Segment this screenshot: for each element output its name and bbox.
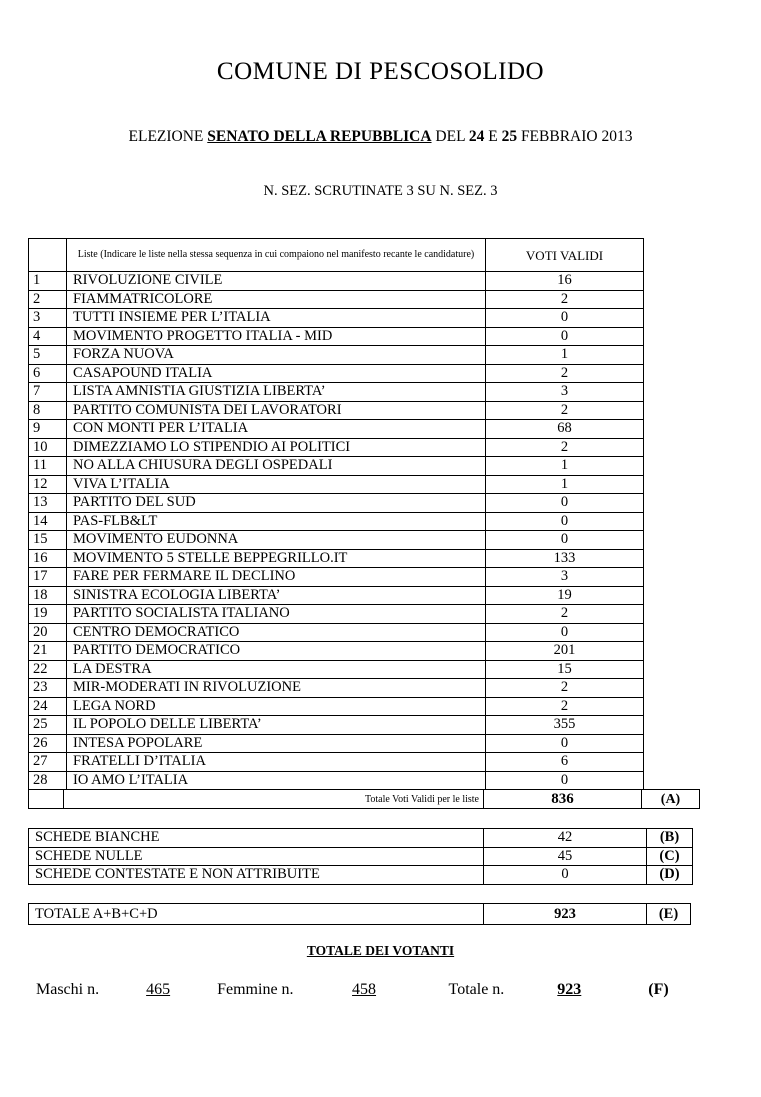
ballot-value: 0 (484, 866, 647, 885)
row-number: 17 (29, 568, 67, 587)
total-blank-cell (29, 790, 64, 809)
row-number: 13 (29, 494, 67, 513)
ballot-label: SCHEDE NULLE (29, 847, 484, 866)
ballot-value: 45 (484, 847, 647, 866)
ballot-label: SCHEDE BIANCHE (29, 829, 484, 848)
ballot-code: (B) (647, 829, 693, 848)
election-name: SENATO DELLA REPUBBLICA (207, 128, 432, 145)
table-row (29, 512, 644, 531)
table-row (29, 679, 644, 698)
row-number: 19 (29, 605, 67, 624)
row-number: 22 (29, 660, 67, 679)
date-e: E (484, 128, 502, 145)
row-number: 26 (29, 734, 67, 753)
list-name: DIMEZZIAMO LO STIPENDIO AI POLITICI (67, 438, 486, 457)
row-number: 20 (29, 623, 67, 642)
list-votes: 133 (486, 549, 644, 568)
ballots-table (28, 828, 693, 885)
table-row (29, 716, 644, 735)
total-voters-label: Totale n. (448, 981, 505, 998)
table-row (29, 383, 644, 402)
list-votes: 0 (486, 327, 644, 346)
list-votes: 2 (486, 401, 644, 420)
list-votes: 16 (486, 272, 644, 291)
row-number: 21 (29, 642, 67, 661)
table-row (29, 605, 644, 624)
ballot-code: (C) (647, 847, 693, 866)
male-label: Maschi n. (36, 981, 100, 998)
row-number: 3 (29, 309, 67, 328)
table-row (29, 586, 644, 605)
table-row (29, 531, 644, 550)
list-votes: 0 (486, 531, 644, 550)
list-votes: 1 (486, 346, 644, 365)
row-number: 2 (29, 290, 67, 309)
list-votes: 0 (486, 512, 644, 531)
list-name: RIVOLUZIONE CIVILE (67, 272, 486, 291)
table-row (29, 549, 644, 568)
list-name: FRATELLI D’ITALIA (67, 753, 486, 772)
list-votes: 0 (486, 494, 644, 513)
ballot-row (29, 866, 693, 885)
list-name: CASAPOUND ITALIA (67, 364, 486, 383)
list-name: VIVA L’ITALIA (67, 475, 486, 494)
list-name: PARTITO DEMOCRATICO (67, 642, 486, 661)
list-name: PARTITO DEL SUD (67, 494, 486, 513)
list-name: LA DESTRA (67, 660, 486, 679)
list-votes: 1 (486, 475, 644, 494)
table-row (29, 660, 644, 679)
list-votes: 1 (486, 457, 644, 476)
row-number: 28 (29, 771, 67, 790)
table-row (29, 420, 644, 439)
table-row (29, 771, 644, 790)
grand-total-value: 923 (484, 904, 647, 925)
list-name: MOVIMENTO EUDONNA (67, 531, 486, 550)
list-votes: 3 (486, 383, 644, 402)
total-valid-votes-label: Totale Voti Validi per le liste (64, 790, 484, 809)
list-name: MOVIMENTO 5 STELLE BEPPEGRILLO.IT (67, 549, 486, 568)
date-del: DEL (431, 128, 469, 145)
list-name: CENTRO DEMOCRATICO (67, 623, 486, 642)
grand-total-table (28, 903, 691, 925)
list-votes: 2 (486, 697, 644, 716)
header-number-cell (29, 239, 67, 272)
table-row (29, 290, 644, 309)
list-votes: 2 (486, 364, 644, 383)
list-votes: 0 (486, 309, 644, 328)
list-votes: 355 (486, 716, 644, 735)
list-votes: 2 (486, 679, 644, 698)
list-name: CON MONTI PER L’ITALIA (67, 420, 486, 439)
total-valid-votes-row (29, 790, 700, 809)
list-votes: 3 (486, 568, 644, 587)
voters-heading: TOTALE DEI VOTANTI (306, 943, 455, 958)
list-name: LISTA AMNISTIA GIUSTIZIA LIBERTA’ (67, 383, 486, 402)
table-row (29, 475, 644, 494)
list-name: TUTTI INSIEME PER L’ITALIA (67, 309, 486, 328)
row-number: 24 (29, 697, 67, 716)
row-number: 27 (29, 753, 67, 772)
female-label: Femmine n. (217, 981, 294, 998)
list-name: IO AMO L’ITALIA (67, 771, 486, 790)
list-votes: 68 (486, 420, 644, 439)
list-name: INTESA POPOLARE (67, 734, 486, 753)
male-value: 465 (146, 981, 171, 998)
list-votes: 0 (486, 771, 644, 790)
table-header-row (29, 239, 644, 272)
row-number: 15 (29, 531, 67, 550)
table-row (29, 568, 644, 587)
list-votes: 201 (486, 642, 644, 661)
total-voters-value: 923 (557, 981, 582, 998)
table-row (29, 642, 644, 661)
table-row (29, 309, 644, 328)
ballot-row (29, 829, 693, 848)
list-name: MIR-MODERATI IN RIVOLUZIONE (67, 679, 486, 698)
row-number: 10 (29, 438, 67, 457)
row-number: 9 (29, 420, 67, 439)
list-votes: 6 (486, 753, 644, 772)
table-row (29, 346, 644, 365)
list-name: SINISTRA ECOLOGIA LIBERTA’ (67, 586, 486, 605)
ballot-row (29, 847, 693, 866)
page-title: COMUNE DI PESCOSOLIDO (216, 58, 545, 85)
list-votes: 0 (486, 623, 644, 642)
list-votes: 2 (486, 605, 644, 624)
date-day-1: 24 (468, 128, 485, 145)
table-row (29, 327, 644, 346)
ballot-code: (D) (647, 866, 693, 885)
list-votes: 0 (486, 734, 644, 753)
total-valid-votes-value: 836 (484, 790, 642, 809)
list-name: PAS-FLB&LT (67, 512, 486, 531)
list-votes-table (28, 238, 644, 790)
row-number: 5 (29, 346, 67, 365)
row-number: 12 (29, 475, 67, 494)
list-name: FARE PER FERMARE IL DECLINO (67, 568, 486, 587)
total-valid-votes-table (28, 789, 700, 809)
ballot-label: SCHEDE CONTESTATE E NON ATTRIBUITE (29, 866, 484, 885)
row-number: 6 (29, 364, 67, 383)
list-votes: 15 (486, 660, 644, 679)
list-votes: 19 (486, 586, 644, 605)
date-day-2: 25 (501, 128, 518, 145)
list-name: FIAMMATRICOLORE (67, 290, 486, 309)
list-name: MOVIMENTO PROGETTO ITALIA - MID (67, 327, 486, 346)
list-column-header: Liste (Indicare le liste nella stessa sequenza in cui compaiono nel manifesto recante le candidature) (67, 239, 486, 272)
table-row (29, 734, 644, 753)
list-votes: 2 (486, 438, 644, 457)
table-row (29, 364, 644, 383)
election-prefix: ELEZIONE (128, 128, 208, 145)
row-number: 23 (29, 679, 67, 698)
table-row (29, 494, 644, 513)
ballot-value: 42 (484, 829, 647, 848)
table-row (29, 457, 644, 476)
row-number: 16 (29, 549, 67, 568)
table-row (29, 697, 644, 716)
sections-count: N. SEZ. SCRUTINATE 3 SU N. SEZ. 3 (263, 183, 498, 199)
row-number: 8 (29, 401, 67, 420)
row-number: 14 (29, 512, 67, 531)
row-number: 4 (29, 327, 67, 346)
list-name: PARTITO COMUNISTA DEI LAVORATORI (67, 401, 486, 420)
votes-column-header: VOTI VALIDI (486, 239, 644, 272)
grand-total-code: (E) (647, 904, 691, 925)
row-number: 18 (29, 586, 67, 605)
row-number: 25 (29, 716, 67, 735)
table-row (29, 438, 644, 457)
list-name: NO ALLA CHIUSURA DEGLI OSPEDALI (67, 457, 486, 476)
total-voters-code: (F) (648, 981, 669, 998)
table-row (29, 623, 644, 642)
table-row (29, 753, 644, 772)
grand-total-label: TOTALE A+B+C+D (29, 904, 484, 925)
total-valid-votes-code: (A) (642, 790, 700, 809)
table-row (29, 401, 644, 420)
table-row (29, 272, 644, 291)
row-number: 11 (29, 457, 67, 476)
list-name: PARTITO SOCIALISTA ITALIANO (67, 605, 486, 624)
list-name: IL POPOLO DELLE LIBERTA’ (67, 716, 486, 735)
list-votes: 2 (486, 290, 644, 309)
row-number: 1 (29, 272, 67, 291)
female-value: 458 (352, 981, 377, 998)
list-name: LEGA NORD (67, 697, 486, 716)
row-number: 7 (29, 383, 67, 402)
date-month-year: FEBBRAIO 2013 (517, 128, 633, 145)
election-subtitle (0, 128, 761, 146)
voters-line (36, 981, 669, 999)
grand-total-row (29, 904, 691, 925)
list-name: FORZA NUOVA (67, 346, 486, 365)
